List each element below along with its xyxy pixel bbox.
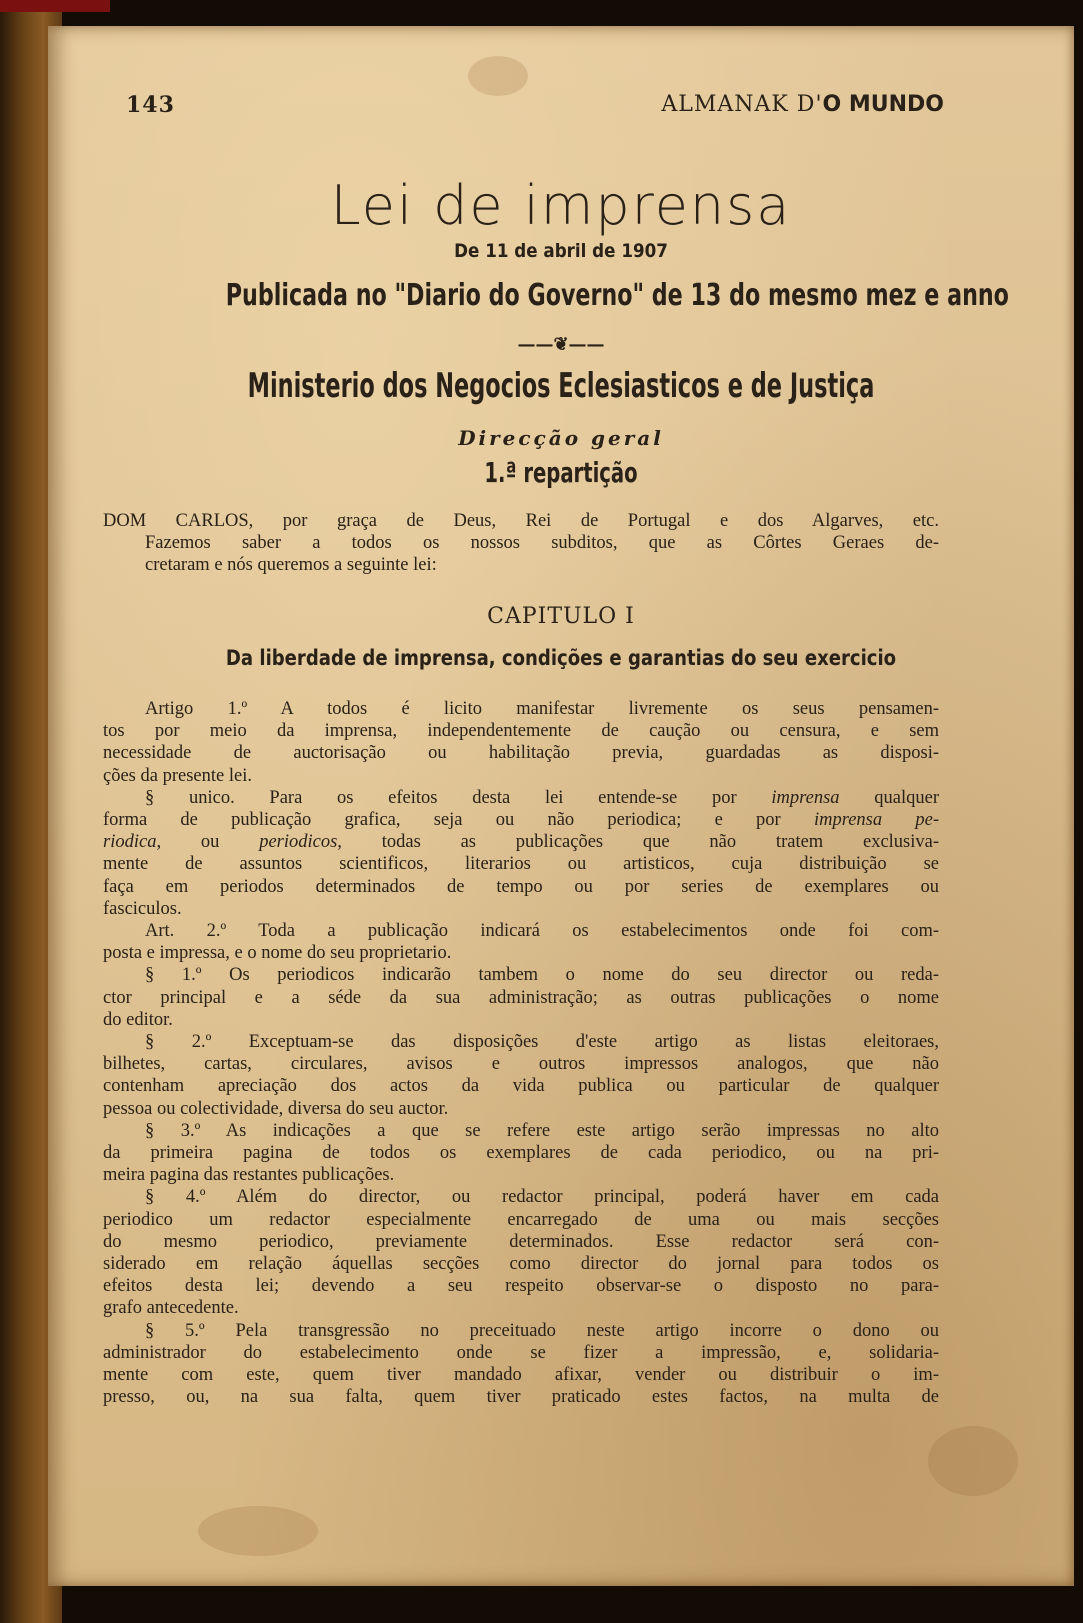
red-bookmark	[0, 0, 110, 12]
chapter-title: Da liberdade de imprensa, condições e garantias do seu exercicio	[225, 646, 897, 670]
text-line: § 2.º Exceptuam-se das disposições d'este artigo as listas eleitoraes,	[145, 1032, 939, 1053]
text-run: qualquer	[839, 787, 939, 808]
text-line: siderado em relação áquellas secções como director do jornal para todos os	[103, 1254, 939, 1275]
text-line: § 4.º Além do director, ou redactor principal, poderá haver em cada	[145, 1187, 939, 1208]
text-line	[103, 809, 939, 831]
text-line: posta e impressa, e o nome do seu proprietario.	[103, 943, 452, 964]
text-line: faça em periodos determinados de tempo ou por series de exemplares ou	[103, 876, 939, 897]
text-line: do mesmo periodico, previamente determinados. Esse redactor será con-	[103, 1231, 939, 1252]
preamble-line: Fazemos saber a todos os nossos subditos, que as Côrtes Geraes de-	[145, 533, 939, 554]
text-line: § 3.º As indicações a que se refere este artigo serão impressas no alto	[145, 1120, 939, 1141]
law-date: De 11 de abril de 1907	[454, 240, 668, 262]
text-line: da primeira pagina de todos os exemplares de cada periodico, ou na pri-	[103, 1143, 939, 1164]
text-line: Artigo 1.º A todos é licito manifestar livremente os seus pensamen-	[145, 699, 939, 719]
preamble	[103, 510, 939, 577]
department-heading: 1.ª repartição	[484, 456, 638, 489]
text-line: efeitos desta lei; devendo a seu respeito observar-se o disposto no para-	[103, 1276, 939, 1297]
publication-note: Publicada no "Diario do Governo" de 13 do mesmo mez e anno	[225, 278, 1009, 313]
text-line: presso, ou, na sua falta, quem tiver praticado estes factos, na multa de	[103, 1387, 939, 1408]
text-run: § unico. Para os efeitos desta lei entende-se por	[145, 787, 772, 808]
ministry-heading: Ministerio dos Negocios Eclesiasticos e de Justiça	[247, 366, 875, 406]
running-title-bold: O MUNDO	[822, 92, 944, 117]
text-line: ctor principal e a séde da sua administração; as outras publicações o nome	[103, 987, 939, 1008]
text-line: ções da presente lei.	[103, 765, 252, 786]
text-line: meira pagina das restantes publicações.	[103, 1165, 395, 1186]
article-body	[103, 698, 939, 1409]
text-run: ou	[161, 832, 260, 853]
preamble-line: DOM CARLOS, por graça de Deus, Rei de Portugal e dos Algarves, etc.	[103, 511, 939, 531]
italic-term: imprensa pe-	[813, 810, 939, 831]
text-line: periodico um redactor especialmente encarregado de uma ou mais secções	[103, 1209, 939, 1230]
paper-stain	[468, 56, 528, 96]
chapter-number: CAPITULO I	[487, 604, 635, 629]
text-line: contenham apreciação dos actos da vida publica ou particular de qualquer	[103, 1076, 939, 1097]
text-line: Art. 2.º Toda a publicação indicará os estabelecimentos onde foi com-	[145, 921, 939, 942]
italic-term: periodicos,	[259, 832, 342, 853]
italic-term: imprensa	[771, 787, 840, 808]
text-run: forma de publicação grafica, seja ou não periodica; e por	[103, 810, 814, 831]
document-page	[48, 26, 1074, 1586]
text-line: fasciculos.	[103, 898, 182, 919]
text-line: § 5.º Pela transgressão no preceituado neste artigo incorre o dono ou	[145, 1320, 939, 1341]
direction-heading: Direcção geral	[458, 426, 664, 450]
text-line: administrador do estabelecimento onde se fizer a impressão, e, solidaria-	[103, 1342, 939, 1363]
text-line: mente de assuntos scientificos, literarios ou artisticos, cuja distribuição se	[103, 854, 939, 875]
text-line: bilhetes, cartas, circulares, avisos e outros impressos analogos, que não	[103, 1054, 939, 1075]
text-line: do editor.	[103, 1009, 173, 1030]
text-line	[103, 831, 939, 853]
running-title	[661, 92, 944, 117]
paper-stain	[928, 1426, 1018, 1496]
paper-stain	[198, 1506, 318, 1556]
page-title: Lei de imprensa	[330, 174, 792, 237]
italic-term: riodica,	[103, 832, 162, 853]
text-run: todas as publicações que não tratem exclusiva-	[341, 832, 940, 853]
text-line: mente com este, quem tiver mandado afixar, vender ou distribuir o im-	[103, 1365, 939, 1386]
running-title-prefix: ALMANAK D'	[661, 92, 823, 117]
page-number: 143	[126, 92, 175, 118]
text-line: § 1.º Os periodicos indicarão tambem o nome do seu director ou reda-	[145, 965, 939, 986]
text-line: necessidade de auctorisação ou habilitação previa, guardadas as disposi-	[103, 743, 939, 764]
text-line	[103, 787, 939, 809]
text-line: tos por meio da imprensa, independentemente de caução ou censura, e sem	[103, 721, 939, 742]
ornament-divider: ——❦——	[517, 334, 605, 355]
running-head	[126, 92, 944, 122]
preamble-line: cretaram e nós queremos a seguinte lei:	[145, 555, 437, 576]
text-line: grafo antecedente.	[103, 1298, 239, 1319]
text-line: pessoa ou colectividade, diversa do seu auctor.	[103, 1098, 449, 1119]
